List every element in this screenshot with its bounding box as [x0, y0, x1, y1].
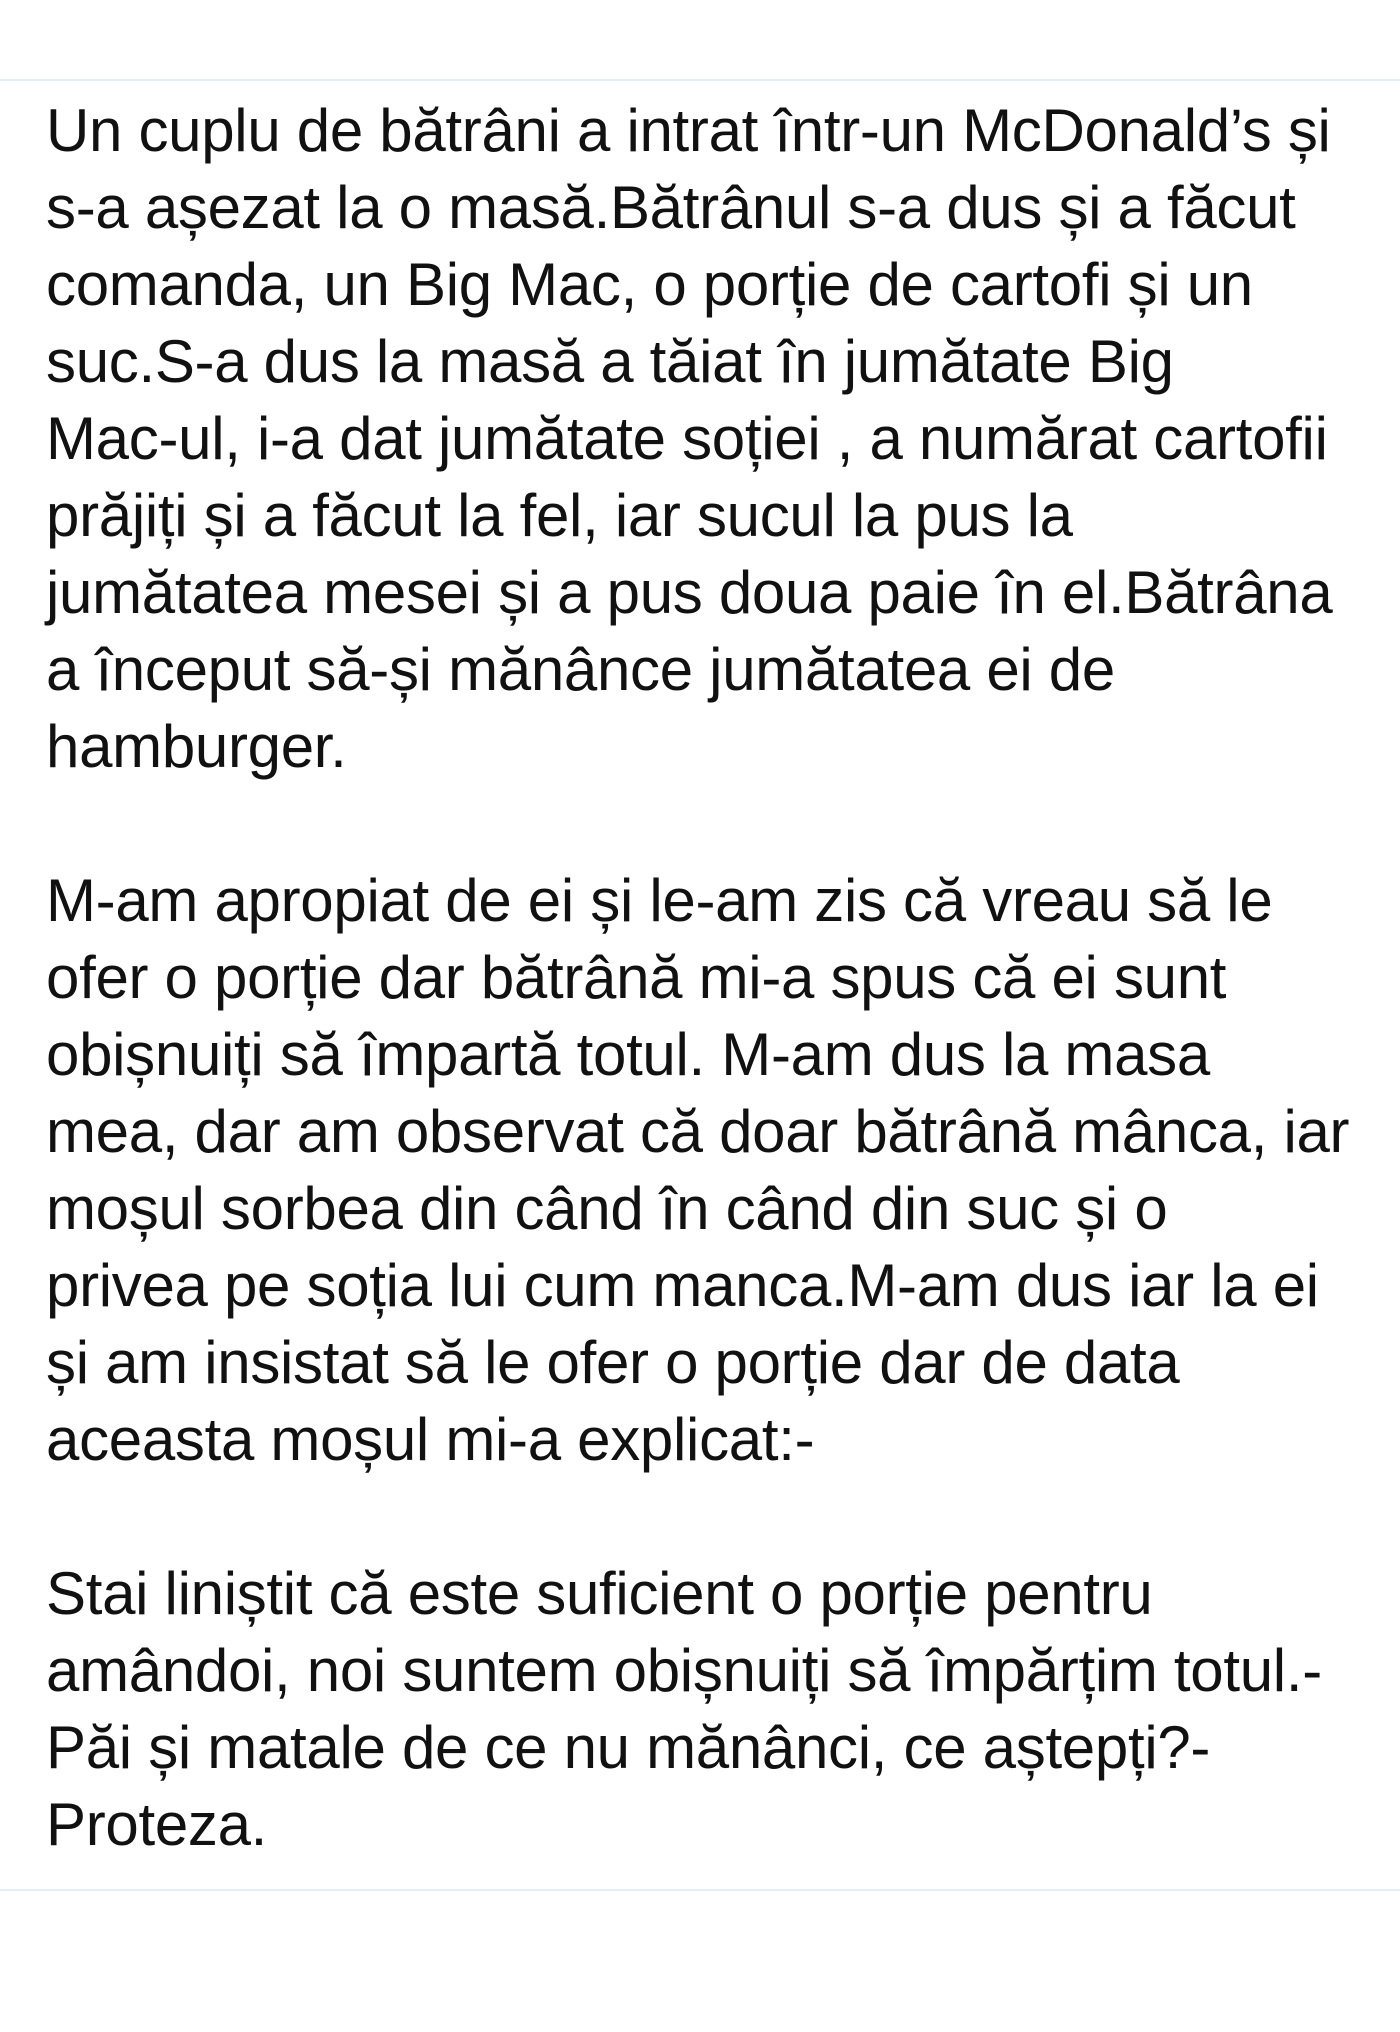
text-line: ofer o porție dar bătrână mi-a spus că ei sunt: [46, 944, 1227, 1011]
text-line: suc.S-a dus la masă a tăiat în jumătate Big: [46, 328, 1174, 395]
text-line: Stai liniștit că este suficient o porție pentru: [46, 1560, 1153, 1627]
text-line: și am insistat să le ofer o porție dar de data: [46, 1329, 1180, 1396]
text-line: moșul sorbea din când în când din suc și o: [46, 1175, 1168, 1242]
text-line: privea pe soția lui cum manca.M-am dus iar la ei: [46, 1252, 1319, 1319]
text-line: Mac-ul, i-a dat jumătate soției , a numărat cartofii: [46, 405, 1328, 472]
text-line: Păi și matale de ce nu mănânci, ce aștepți?-: [46, 1714, 1211, 1781]
text-line: mea, dar am observat că doar bătrână mânca, iar: [46, 1098, 1350, 1165]
paragraph-1: [46, 92, 1386, 785]
top-divider: [0, 79, 1400, 81]
text-line: prăjiți și a făcut la fel, iar sucul la pus la: [46, 482, 1073, 549]
post-text: [46, 92, 1386, 1863]
text-line: amândoi, noi suntem obișnuiți să împărțim totul.-: [46, 1637, 1322, 1704]
bottom-divider: [0, 1889, 1400, 1891]
text-line: jumătatea mesei și a pus doua paie în el.Bătrâna: [46, 559, 1333, 626]
text-line: obișnuiți să împartă totul. M-am dus la masa: [46, 1021, 1210, 1088]
text-line: s-a așezat la o masă.Bătrânul s-a dus și a făcut: [46, 174, 1296, 241]
text-line: Un cuplu de bătrâni a intrat într-un McDonald’s și: [46, 97, 1331, 164]
text-line: M-am apropiat de ei și le-am zis că vreau să le: [46, 867, 1273, 934]
text-line: Proteza.: [46, 1791, 268, 1858]
text-line: aceasta moșul mi-a explicat:-: [46, 1406, 815, 1473]
text-line: hamburger.: [46, 713, 347, 780]
paragraph-3: [46, 1555, 1386, 1863]
text-line: a început să-și mănânce jumătatea ei de: [46, 636, 1115, 703]
paragraph-2: [46, 862, 1386, 1478]
text-line: comanda, un Big Mac, o porție de cartofi și un: [46, 251, 1253, 318]
